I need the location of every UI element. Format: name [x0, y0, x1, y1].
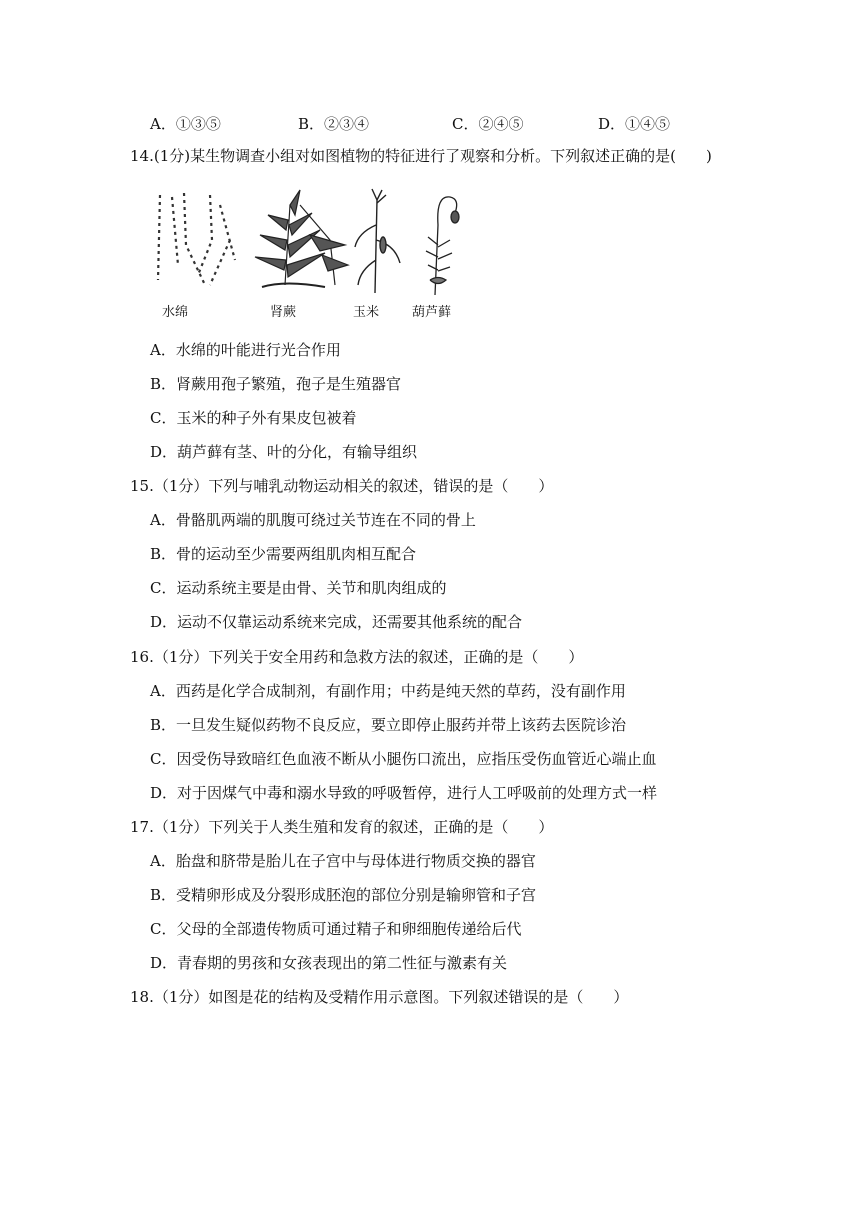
plant-figure — [150, 185, 470, 325]
q14-option-a: A．水绵的叶能进行光合作用 — [150, 341, 341, 359]
q16-option-b: B．一旦发生疑似药物不良反应，要立即停止服药并带上该药去医院诊治 — [150, 716, 627, 734]
q15-option-a: A．骨骼肌两端的肌腹可绕过关节连在不同的骨上 — [150, 511, 476, 529]
label-moss: 葫芦藓 — [412, 305, 452, 320]
q17-stem: 17.（1分）下列关于人类生殖和发育的叙述，正确的是（ ） — [130, 818, 554, 836]
q17-option-d: D．青春期的男孩和女孩表现出的第二性征与激素有关 — [150, 954, 508, 972]
spirogyra-drawing — [158, 193, 235, 285]
q13-option-a: A．①③⑤ — [150, 115, 221, 133]
q14-stem: 14.(1分)某生物调查小组对如图植物的特征进行了观察和分析。下列叙述正确的是( ) — [130, 147, 712, 165]
q15-option-d: D．运动不仅靠运动系统来完成，还需要其他系统的配合 — [150, 613, 523, 631]
fern-drawing — [255, 190, 348, 287]
q15-option-c: C．运动系统主要是由骨、关节和肌肉组成的 — [150, 579, 447, 597]
q14-option-d: D．葫芦藓有茎、叶的分化，有输导组织 — [150, 443, 418, 461]
q17-option-a: A．胎盘和脐带是胎儿在子宫中与母体进行物质交换的器官 — [150, 852, 536, 870]
label-fern: 肾蕨 — [270, 305, 297, 320]
label-spirogyra: 水绵 — [162, 305, 189, 320]
q17-option-b: B．受精卵形成及分裂形成胚泡的部位分别是输卵管和子宫 — [150, 886, 537, 904]
q15-option-b: B．骨的运动至少需要两组肌肉相互配合 — [150, 545, 417, 563]
moss-drawing — [426, 197, 459, 295]
q15-stem: 15.（1分）下列与哺乳动物运动相关的叙述，错误的是（ ） — [130, 477, 554, 495]
q16-option-a: A．西药是化学合成制剂，有副作用；中药是纯天然的草药，没有副作用 — [150, 682, 626, 700]
q18-stem: 18.（1分）如图是花的结构及受精作用示意图。下列叙述错误的是（ ） — [130, 988, 629, 1006]
q13-option-c: C．②④⑤ — [452, 115, 524, 133]
corn-drawing — [355, 189, 400, 293]
q17-option-c: C．父母的全部遗传物质可通过精子和卵细胞传递给后代 — [150, 920, 522, 938]
q14-option-b: B．肾蕨用孢子繁殖，孢子是生殖器官 — [150, 375, 402, 393]
q14-option-c: C．玉米的种子外有果皮包被着 — [150, 409, 357, 427]
label-corn: 玉米 — [353, 305, 380, 320]
plant-drawings — [150, 185, 470, 300]
q13-option-d: D．①④⑤ — [598, 115, 671, 133]
q16-option-c: C．因受伤导致暗红色血液不断从小腿伤口流出，应指压受伤血管近心端止血 — [150, 750, 657, 768]
q13-option-b: B．②③④ — [298, 115, 370, 133]
q16-stem: 16.（1分）下列关于安全用药和急救方法的叙述，正确的是（ ） — [130, 648, 584, 666]
q16-option-d: D．对于因煤气中毒和溺水导致的呼吸暂停，进行人工呼吸前的处理方式一样 — [150, 784, 658, 802]
